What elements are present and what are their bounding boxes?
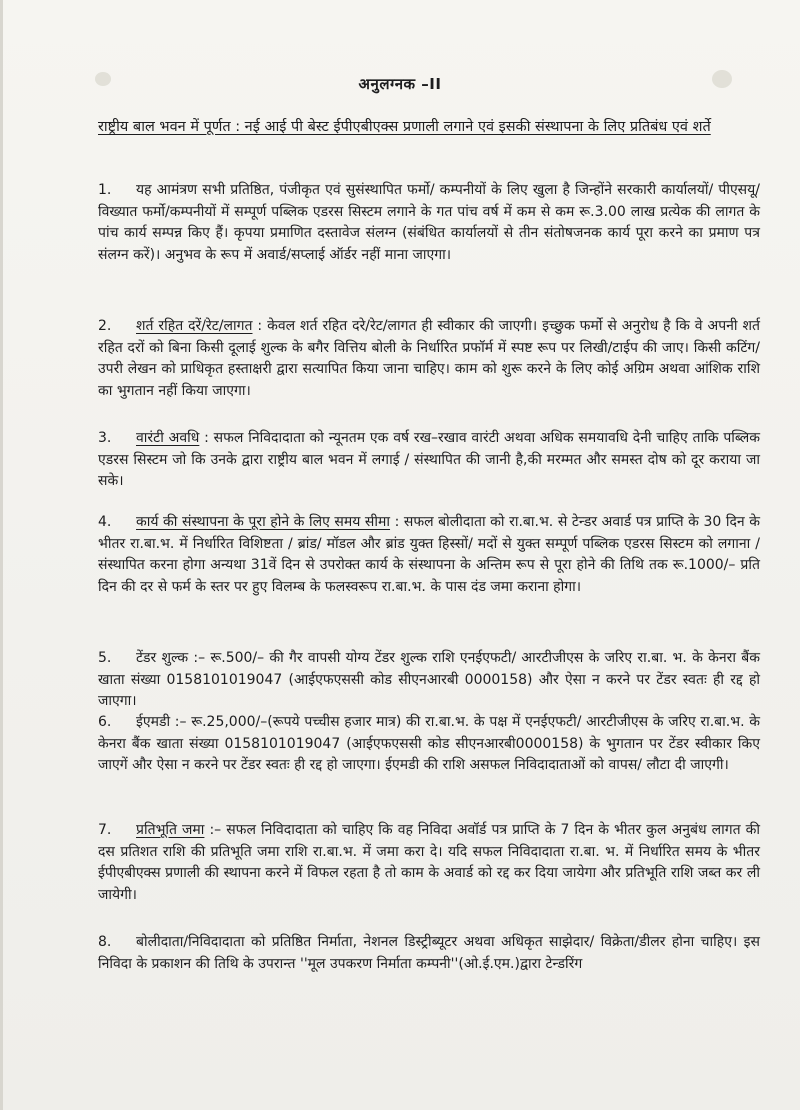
clause-text: यह आमंत्रण सभी प्रतिष्ठित, पंजीकृत एवं सुसंस्थापित फर्मो/ कम्पनीयों के लिए खुला है जिन्होंने सरकारी कार्यालयों/ पीएसयू/ विख्यात फर्मो/कम्पनीयों में सम्पूर्ण पब्लिक एडरस सिस्टम लगाने के गत पांच वर्ष में कम से कम रू.3.00 लाख प्रत्येक की लागत के पांच कार्य सम्पन्न किए हैं। कृपया प्रमाणित दस्तावेज संलग्न (संबंधित कार्यालयों से तीन संतोषजनक कार्य पूरा करने का प्रमाण पत्र संलग्न करें)। अनुभव के रूप में अवार्ड/सप्लाई ऑर्डर नहीं माना जाएगा। (98, 182, 760, 263)
clause-text: ईएमडी :– रू.25,000/–(रूपये पच्चीस हजार मात्र) की रा.बा.भ. के पक्ष में एनईएफटी/ आरटीजीएस के जरिए रा.बा.भ. के केनरा बैंक खाता संख्या 0158101019047 (आईएफएससी कोड सीएनआरबी0000158) के भुगतान पर टेंडर स्वीकार किए जाएगें और ऐसा न करने पर टेंडर स्वतः ही रद्द हो जाएगा। ईएमडी की राशि असफल निविदादाताओं को वापस/ लौटा दी जाएगी। (98, 714, 760, 773)
clause-label: कार्य की संस्थापना के पूरा होने के लिए समय सीमा (136, 514, 391, 530)
clause-label: शर्त रहित दरें/रेट/लागत (136, 318, 253, 334)
clause-number: 7. (98, 822, 112, 838)
page-edge (0, 0, 3, 1110)
clause-number: 6. (98, 714, 112, 730)
clause-text: : केवल शर्त रहित दरे/रेट/लागत ही स्वीकार की जाएगी। इच्छुक फर्मो से अनुरोध है कि वे अपनी शर्त रहित दरों को बिना किसी दूलाई शुल्क के बगैर वित्तिय बोली के निर्धारित प्रफॉर्म में स्पष्ट रूप पर लिखी/टाईप की जाए। किसी कटिंग/उपरी लेखन को प्राधिकृत हस्ताक्षरी द्वारा सत्यापित किया जाना चाहिए। काम को शुरू करने के लिए कोई अग्रिम अथवा आंशिक राशि का भुगतान नहीं किया जाएगा। (98, 318, 760, 399)
clause-number: 3. (98, 430, 112, 446)
clause-label: वारंटी अवधि (136, 430, 200, 446)
clause-5 (98, 648, 760, 713)
annexure-heading: अनुलग्नक –II (358, 75, 442, 93)
clause-text: : सफल बोलीदाता को रा.बा.भ. से टेन्डर अवार्ड पत्र प्राप्ति के 30 दिन के भीतर रा.बा.भ. में निर्धारित विशिष्टता / ब्रांड/ मॉडल और ब्रांड युक्त हिस्सों/ मदों से युक्त सम्पूर्ण पब्लिक एडरस सिस्टम को लगाना / संस्थापित करना होगा अन्यथा 31वें दिन से उपरोक्त कार्य के संस्थापना के अन्तिम रूप से पूरा होने की तिथि तक रू.1000/– प्रति दिन की दर से फर्म के स्तर पर हुए विलम्ब के फलस्वरूप रा.बा.भ. के पास दंड जमा कराना होगा। (98, 514, 760, 595)
document-title: राष्ट्रीय बाल भवन में पूर्णत : नई आई पी बेस्ट ईपीएबीएक्स प्रणाली लगाने एवं इसकी संस्थापना के लिए प्रतिबंध एवं शर्ते (98, 119, 711, 135)
clause-number: 2. (98, 318, 112, 334)
clause-text: : सफल निविदादाता को न्यूनतम एक वर्ष रख–रखाव वारंटी अथवा अधिक समयावधि देनी चाहिए ताकि पब्लिक एडरस सिस्टम जो कि उनके द्वारा राष्ट्रीय बाल भवन में लगाई / संस्थापित की जानी है,की मरम्मत और समस्त दोष को दूर कराया जा सके। (98, 430, 761, 489)
clause-1 (98, 180, 760, 266)
clause-2 (98, 316, 760, 402)
clause-text: बोलीदाता/निविदादाता को प्रतिष्ठित निर्माता, नेशनल डिस्ट्रीब्यूटर अथवा अधिकृत साझेदार/ विक्रेता/डीलर होना चाहिए। इस निविदा के प्रकाशन की तिथि के उपरान्त ''मूल उपकरण निर्माता कम्पनी''(ओ.ई.एम.)द्वारा टेन्डरिंग (98, 934, 760, 972)
clause-number: 5. (98, 650, 112, 666)
clause-number: 8. (98, 934, 112, 950)
clause-number: 4. (98, 514, 112, 530)
clause-8 (98, 932, 760, 975)
clause-7 (98, 820, 760, 906)
clause-text: टेंडर शुल्क :– रू.500/– की गैर वापसी योग्य टेंडर शुल्क राशि एनईएफटी/ आरटीजीएस के जरिए रा.बा. भ. के केनरा बैंक खाता संख्या 0158101019047 (आईएफएससी कोड सीएनआरबी 0000158) और ऐसा न करने पर टेंडर स्वतः ही रद्द हो जाएगा। (98, 650, 760, 709)
clause-4 (98, 512, 760, 598)
clause-text: :– सफल निविदादाता को चाहिए कि वह निविदा अवॉर्ड पत्र प्राप्ति के 7 दिन के भीतर कुल अनुबंध लागत की दस प्रतिशत राशि की प्रतिभूति जमा राशि रा.बा.भ. में जमा करा दे। यदि सफल निविदादाता रा.बा. भ. में निर्धारित समय के भीतर ईपीएबीएक्स प्रणाली की स्थापना करने में विफल रहता है तो काम के अवार्ड को रद्द कर दिया जायेगा और प्रतिभूति राशि जब्त कर ली जायेगी। (98, 822, 760, 903)
clause-3 (98, 428, 760, 493)
clause-number: 1. (98, 182, 112, 198)
clause-6 (98, 712, 760, 777)
clause-label: प्रतिभूति जमा (136, 822, 205, 838)
